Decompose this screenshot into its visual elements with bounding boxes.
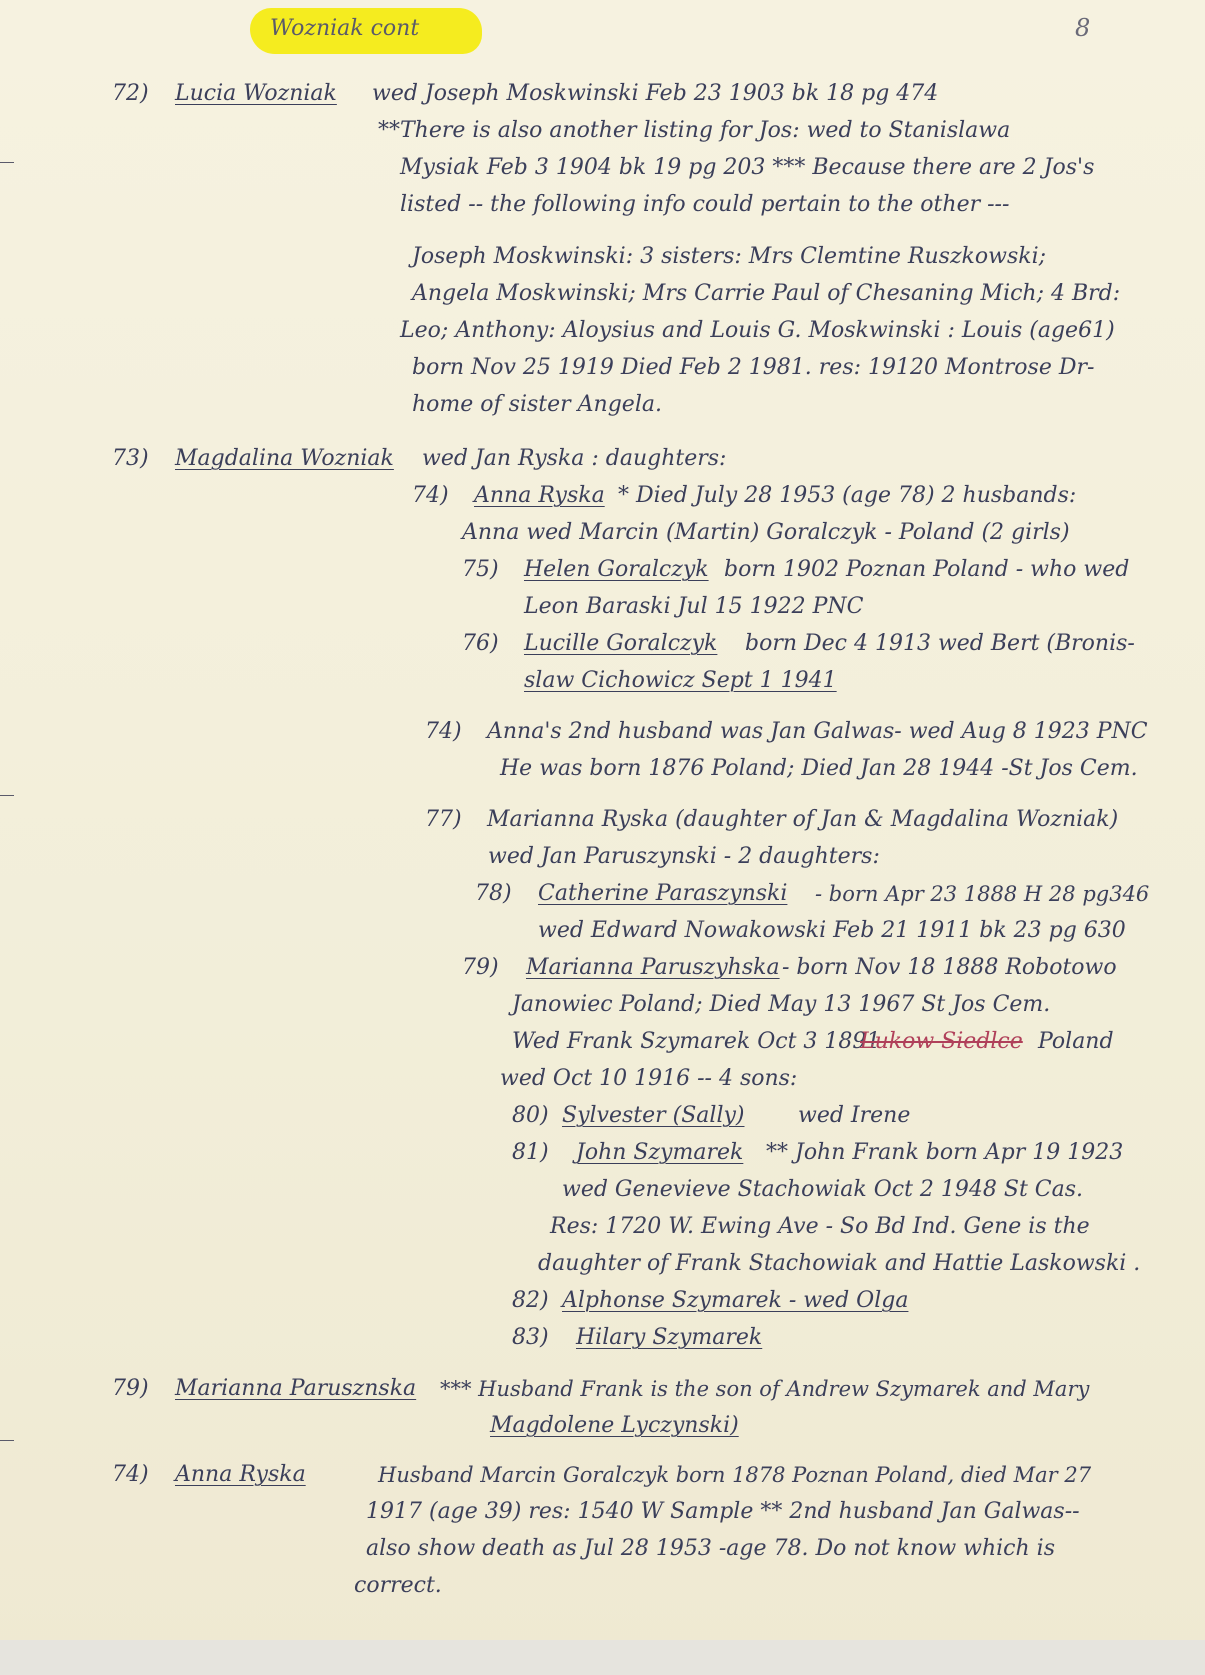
entry-name: Anna Ryska — [474, 483, 605, 508]
text-line: Leo; Anthony: Aloysius and Louis G. Moskwinski : Louis (age61) — [400, 318, 1115, 343]
entry-number: 80) — [512, 1103, 549, 1128]
text-line: Magdolene Lyczynski) — [490, 1413, 739, 1438]
text-line: *** Husband Frank is the son of Andrew Szymarek and Mary — [440, 1377, 1090, 1401]
entry-name: Hilary Szymarek — [576, 1325, 763, 1350]
entry-number: 74) — [112, 1462, 149, 1487]
text-line: Poland — [1038, 1029, 1114, 1054]
text-line: listed -- the following info could pertain to the other --- — [400, 192, 1010, 217]
margin-mark — [0, 162, 14, 163]
entry-number: 73) — [112, 446, 149, 471]
text-line: Wed Frank Szymarek Oct 3 1891 — [512, 1029, 881, 1054]
entry-number: 83) — [512, 1325, 549, 1350]
text-line: daughter of Frank Stachowiak and Hattie Laskowski . — [538, 1251, 1141, 1276]
text-line: Anna's 2nd husband was Jan Galwas- wed Aug 8 1923 PNC — [487, 719, 1148, 744]
text-line: wed Jan Ryska : daughters: — [422, 446, 727, 471]
entry-name: Marianna Paruszyhska — [526, 955, 780, 980]
text-line: 1917 (age 39) res: 1540 W Sample ** 2nd husband Jan Galwas-- — [366, 1499, 1080, 1524]
entry-number: 82) — [512, 1288, 549, 1313]
entry-name: Sylvester (Sally) — [562, 1103, 745, 1128]
entry-name: Marianna Parusznska — [175, 1376, 417, 1401]
page-title: Wozniak cont — [270, 16, 420, 41]
text-line: **There is also another listing for Jos: wed to Stanislawa — [378, 118, 1011, 143]
entry-number: 76) — [462, 631, 499, 656]
text-line: born Nov 25 1919 Died Feb 2 1981. res: 19120 Montrose Dr- — [412, 355, 1095, 380]
text-line: born Dec 4 1913 wed Bert (Bronis- — [745, 631, 1135, 656]
text-line: home of sister Angela. — [412, 392, 662, 417]
text-line: Husband Marcin Goralczyk born 1878 Poznan Poland, died Mar 27 — [378, 1463, 1092, 1487]
entry-number: 75) — [462, 557, 499, 582]
text-line: He was born 1876 Poland; Died Jan 28 1944 -St Jos Cem. — [500, 756, 1138, 781]
entry-name: John Szymarek — [576, 1140, 744, 1165]
entry-number: 81) — [512, 1140, 549, 1165]
text-line: Res: 1720 W. Ewing Ave - So Bd Ind. Gene is the — [550, 1214, 1090, 1239]
text-line: Angela Moskwinski; Mrs Carrie Paul of Chesaning Mich; 4 Brd: — [412, 281, 1121, 306]
entry-number: 74) — [425, 719, 462, 744]
entry-number: 77) — [425, 807, 462, 832]
text-line: wed Edward Nowakowski Feb 21 1911 bk 23 pg 630 — [538, 918, 1126, 943]
entry-name: Lucia Wozniak — [175, 81, 337, 106]
entry-name: Helen Goralczyk — [524, 557, 709, 582]
entry-name: Magdalina Wozniak — [175, 446, 394, 471]
text-line: - born Apr 23 1888 H 28 pg346 — [815, 882, 1150, 906]
text-line: Marianna Ryska (daughter of Jan & Magdalina Wozniak) — [487, 807, 1119, 832]
text-line: also show death as Jul 28 1953 -age 78. Do not know which is — [366, 1536, 1055, 1561]
text-line: wed Joseph Moskwinski Feb 23 1903 bk 18 pg 474 — [372, 81, 939, 106]
text-line: Leon Baraski Jul 15 1922 PNC — [524, 594, 864, 619]
text-line: Mysiak Feb 3 1904 bk 19 pg 203 *** Because there are 2 Jos's — [400, 155, 1095, 180]
text-line: born 1902 Poznan Poland - who wed — [724, 557, 1130, 582]
text-line: Anna wed Marcin (Martin) Goralczyk - Poland (2 girls) — [462, 520, 1070, 545]
text-line: ** John Frank born Apr 19 1923 — [766, 1140, 1124, 1165]
entry-number: 79) — [112, 1376, 149, 1401]
page-number: 8 — [1075, 14, 1091, 42]
text-line: wed Jan Paruszynski - 2 daughters: — [488, 844, 880, 869]
entry-name: Anna Ryska — [175, 1462, 306, 1487]
entry-name: Lucille Goralczyk — [524, 631, 718, 656]
scan-edge — [0, 1640, 1205, 1675]
entry-name: Catherine Paraszynski — [538, 881, 788, 906]
struck-text: Lukow Siedlce — [860, 1029, 1023, 1054]
entry-number: 74) — [412, 483, 449, 508]
text-line: - born Nov 18 1888 Robotowo — [782, 955, 1117, 980]
entry-number: 72) — [112, 81, 149, 106]
text-line: Joseph Moskwinski: 3 sisters: Mrs Clemtine Ruszkowski; — [412, 244, 1047, 269]
entry-name: Alphonse Szymarek - wed Olga — [562, 1288, 909, 1313]
text-line: wed Oct 10 1916 -- 4 sons: — [500, 1066, 798, 1091]
entry-number: 79) — [462, 955, 499, 980]
margin-mark — [0, 795, 14, 796]
text-line: wed Irene — [798, 1103, 911, 1128]
entry-number: 78) — [475, 881, 512, 906]
margin-mark — [0, 1440, 14, 1441]
text-line: slaw Cichowicz Sept 1 1941 — [524, 668, 837, 693]
text-line: correct. — [354, 1573, 442, 1598]
text-line: Janowiec Poland; Died May 13 1967 St Jos Cem. — [512, 992, 1051, 1017]
text-line: * Died July 28 1953 (age 78) 2 husbands: — [618, 483, 1077, 508]
text-line: wed Genevieve Stachowiak Oct 2 1948 St Cas. — [562, 1177, 1084, 1202]
